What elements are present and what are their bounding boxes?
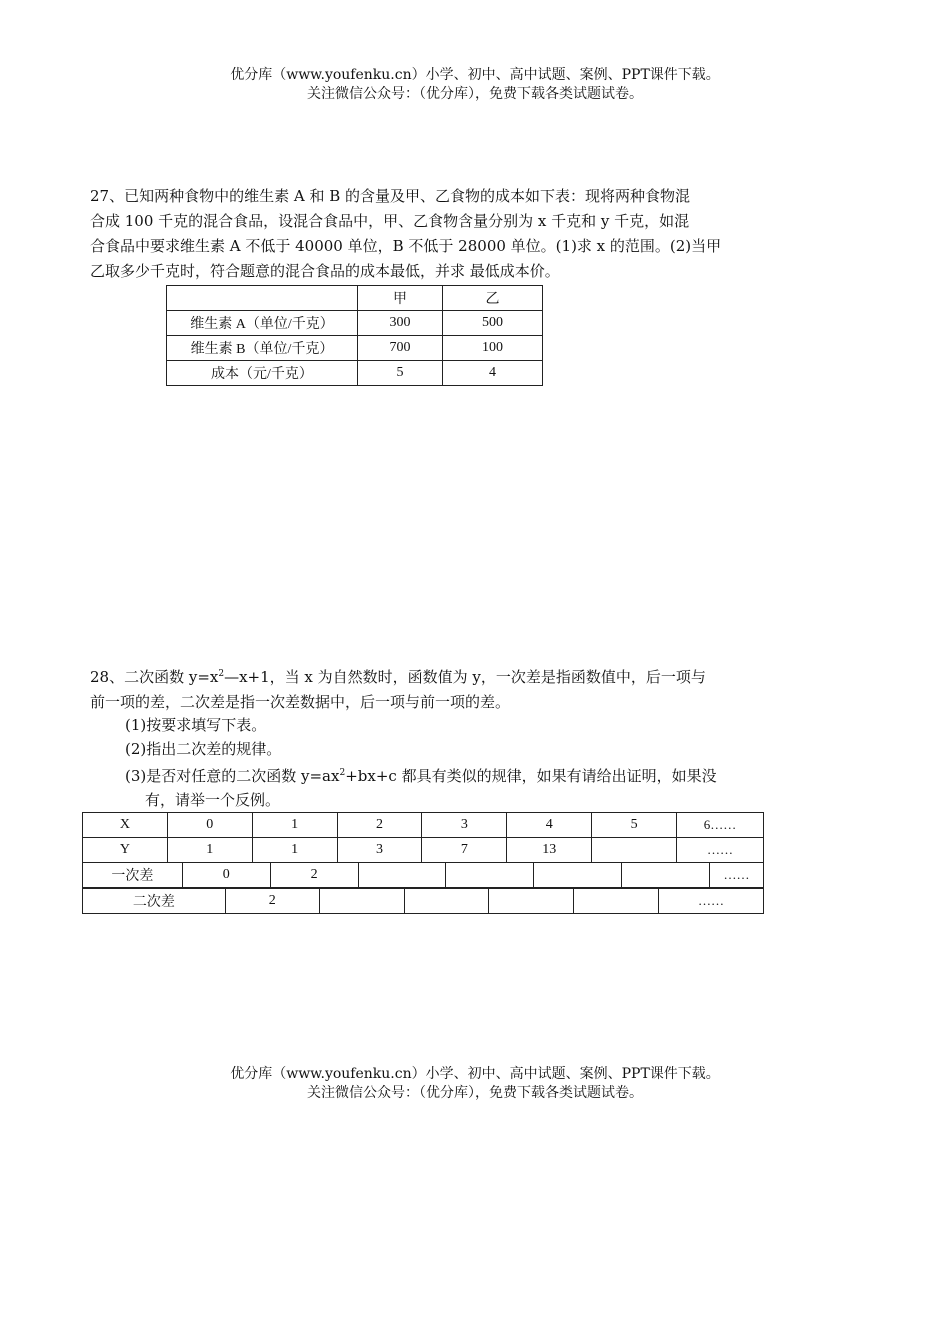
table-cell: 5 — [358, 361, 443, 386]
table-cell — [534, 863, 622, 888]
table-cell: 2 — [225, 889, 319, 914]
table-cell — [167, 286, 358, 311]
table-cell — [622, 863, 710, 888]
q28-line-1 — [90, 662, 760, 690]
table-row-first-diff — [83, 863, 764, 888]
table-cell: 1 — [252, 838, 337, 863]
table-cell: 1 — [252, 813, 337, 838]
table-cell: …… — [677, 838, 764, 863]
question-27-text — [90, 184, 760, 284]
table-cell: 甲 — [358, 286, 443, 311]
q27-line: 乙取多少千克时，符合题意的混合食品的成本最低，并求 最低成本价。 — [90, 262, 560, 280]
table-cell: 一次差 — [83, 863, 183, 888]
table-cell: 4 — [507, 813, 592, 838]
q28-line1-post: —x+1，当 x 为自然数时，函数值为 y，一次差是指函数值中，后一项与 — [224, 668, 706, 686]
table-row — [167, 311, 543, 336]
table-row — [167, 361, 543, 386]
table-cell: 500 — [443, 311, 543, 336]
page-header — [0, 66, 950, 104]
table-cell: 3 — [422, 813, 507, 838]
table-row — [167, 336, 543, 361]
q27-nutrition-table — [166, 285, 543, 386]
question-28-text — [90, 662, 760, 715]
table-cell — [574, 889, 659, 914]
q28-item-2: (2)指出二次差的规律。 — [125, 740, 282, 758]
header-line-1: 优分库（www.youfenku.cn）小学、初中、高中试题、案例、PPT课件下载。 — [230, 67, 720, 83]
table-row-x — [83, 813, 764, 838]
q27-line: 27、已知两种食物中的维生素 A 和 B 的含量及甲、乙食物的成本如下表：现将两种食物混 — [90, 187, 691, 205]
q28-item-3 — [125, 761, 765, 788]
q28-item-3-cont: 有，请举一个反例。 — [145, 791, 281, 809]
table-cell — [489, 889, 574, 914]
table-cell: 成本（元/千克） — [167, 361, 358, 386]
table-cell: 6…… — [677, 813, 764, 838]
table-cell: 300 — [358, 311, 443, 336]
table-cell — [404, 889, 489, 914]
table-row — [167, 286, 543, 311]
footer-line-2: 关注微信公众号：（优分库），免费下载各类试题试卷。 — [307, 1085, 643, 1101]
table-cell: 0 — [182, 863, 270, 888]
table-cell: …… — [659, 889, 764, 914]
q28-first-diff-table — [82, 862, 764, 888]
q28-subitems — [125, 713, 765, 812]
superscript: 2 — [339, 768, 346, 778]
table-row-y — [83, 838, 764, 863]
q28-line1-pre: 28、二次函数 y=x — [90, 668, 219, 686]
table-cell — [358, 863, 446, 888]
table-cell: 0 — [167, 813, 252, 838]
table-cell: 2 — [270, 863, 358, 888]
table-cell — [446, 863, 534, 888]
table-cell: 5 — [592, 813, 677, 838]
table-cell: 13 — [507, 838, 592, 863]
table-cell: 4 — [443, 361, 543, 386]
table-cell: 3 — [337, 838, 422, 863]
table-cell: 乙 — [443, 286, 543, 311]
q28-line-2: 前一项的差，二次差是指一次差数据中，后一项与前一项的差。 — [90, 693, 511, 711]
header-line-2: 关注微信公众号：（优分库），免费下载各类试题试卷。 — [307, 86, 643, 102]
table-cell: 维生素 A（单位/千克） — [167, 311, 358, 336]
table-cell: …… — [710, 863, 764, 888]
table-cell: X — [83, 813, 168, 838]
q28-item3-pre: (3)是否对任意的二次函数 y=ax — [125, 767, 340, 785]
table-cell: 二次差 — [83, 889, 226, 914]
table-cell: 1 — [167, 838, 252, 863]
q28-item3-post: +bx+c 都具有类似的规律，如果有请给出证明，如果没 — [345, 767, 717, 785]
page-footer — [0, 1065, 950, 1103]
table-row-second-diff — [83, 889, 764, 914]
table-cell: 维生素 B（单位/千克） — [167, 336, 358, 361]
table-cell: 700 — [358, 336, 443, 361]
q28-second-diff-table — [82, 888, 764, 914]
q27-line: 合成 100 千克的混合食品，设混合食品中，甲、乙食物含量分别为 x 千克和 y 千克，如混 — [90, 212, 690, 230]
q28-item-1: (1)按要求填写下表。 — [125, 716, 267, 734]
table-cell: Y — [83, 838, 168, 863]
table-cell: 2 — [337, 813, 422, 838]
table-cell: 100 — [443, 336, 543, 361]
table-cell: 7 — [422, 838, 507, 863]
footer-line-1: 优分库（www.youfenku.cn）小学、初中、高中试题、案例、PPT课件下载。 — [230, 1066, 720, 1082]
q27-line: 合食品中要求维生素 A 不低于 40000 单位，B 不低于 28000 单位。(1)求 x 的范围。(2)当甲 — [90, 237, 722, 255]
superscript: 2 — [218, 669, 225, 679]
table-cell — [592, 838, 677, 863]
q28-values-table — [82, 812, 764, 863]
table-cell — [319, 889, 404, 914]
